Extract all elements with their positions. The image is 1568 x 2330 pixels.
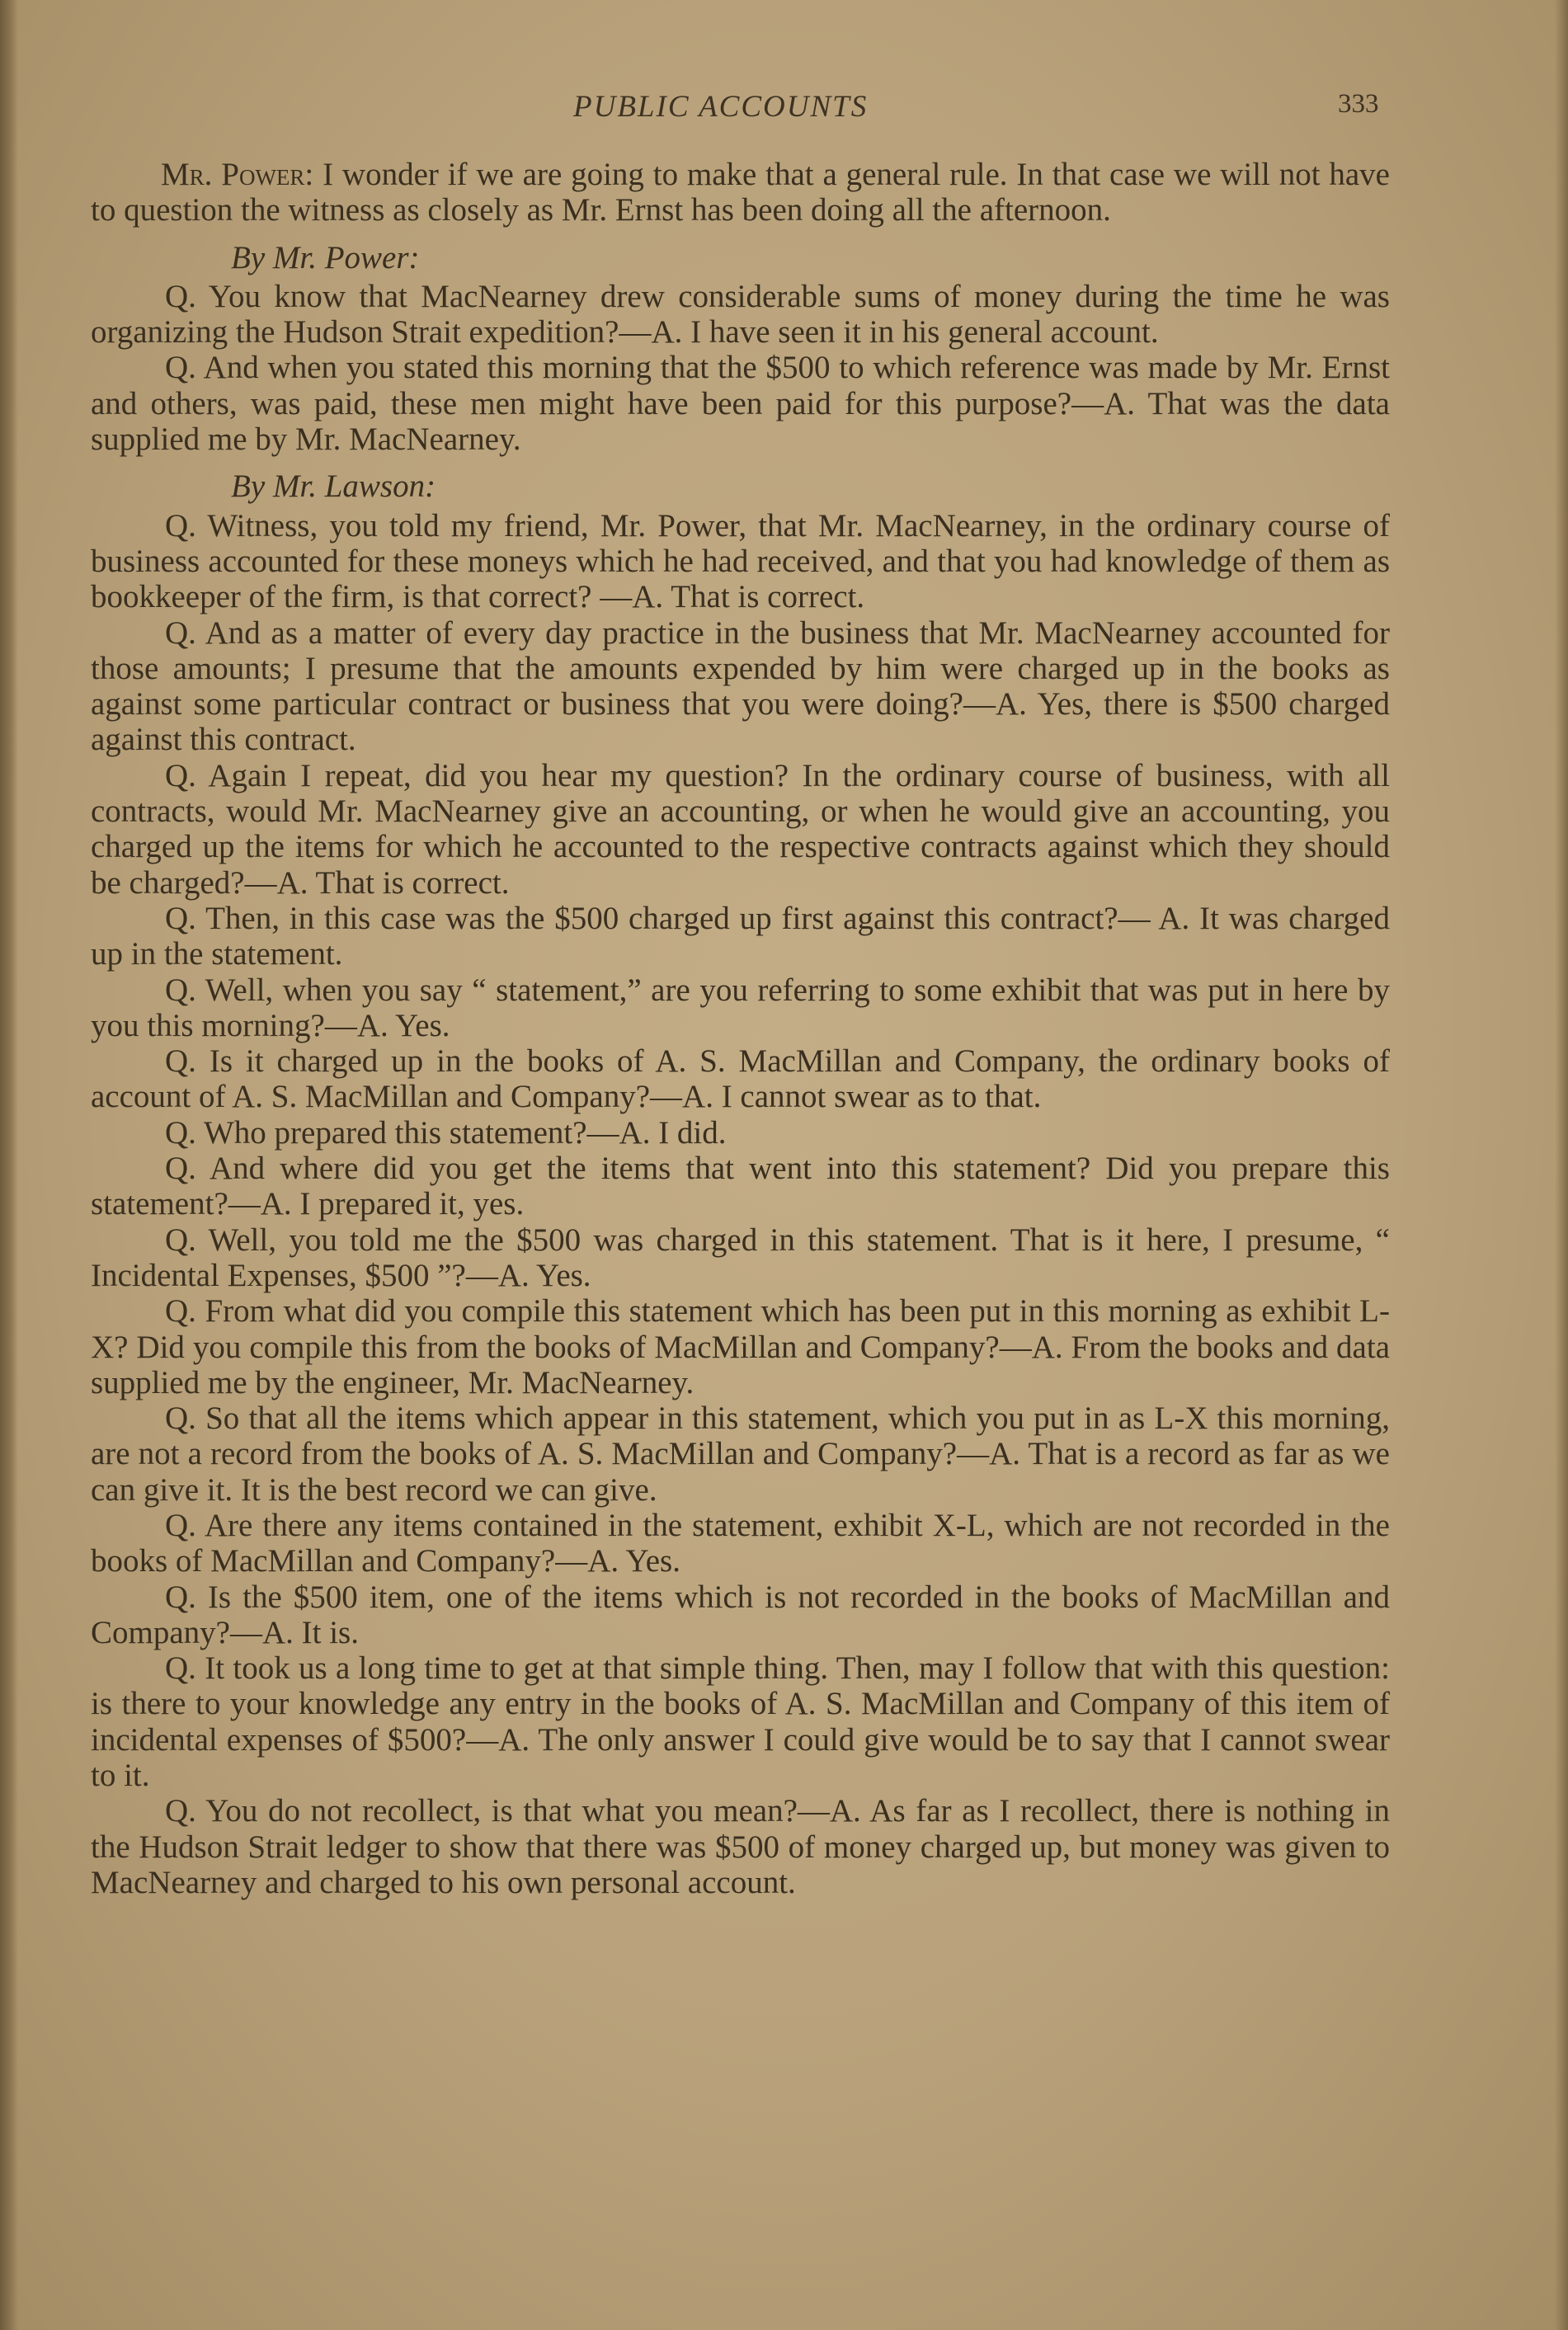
byline-lawson: By Mr. Lawson:	[231, 468, 436, 505]
qa-paragraph: Q. And when you stated this morning that the $500 to which reference was made by Mr. Ernst and others, was paid, these men might have been paid for this purpose?—A. That was the data supplied me by Mr. MacNearney.	[91, 350, 1390, 458]
page-number: 333	[1338, 89, 1379, 119]
speaker-name: Mr. Power:	[161, 157, 314, 192]
qa-paragraph: Q. And where did you get the items that went into this statement? Did you prepare this statement?—A. I prepared it, yes.	[91, 1151, 1390, 1222]
binding-edge	[0, 0, 18, 2330]
intro-text: I wonder if we are going to make that a general rule. In that case we will not have to question the witness as closely as Mr. Ernst has been doing all the afternoon.	[91, 157, 1390, 228]
qa-paragraph: Q. Are there any items contained in the statement, exhibit X-L, which are not recorded in the books of MacMillan and Company?—A. Yes.	[91, 1507, 1390, 1579]
qa-paragraph: Q. You do not recollect, is that what you mean?—A. As far as I recollect, there is nothing in the Hudson Strait ledger to show that there was $500 of money charged up, but money was given to MacNearney and charged to his own personal account.	[91, 1793, 1390, 1900]
qa-paragraph: Q. Is the $500 item, one of the items which is not recorded in the books of MacMillan and Company?—A. It is.	[91, 1579, 1390, 1650]
intro-paragraph	[91, 157, 1390, 228]
qa-paragraph: Q. Witness, you told my friend, Mr. Power, that Mr. MacNearney, in the ordinary course of business accounted for these moneys which he had received, and that you had knowledge of them as bookkeeper of the firm, is that correct? —A. That is correct.	[91, 507, 1390, 615]
qa-paragraph: Q. Then, in this case was the $500 charged up first against this contract?— A. It was charged up in the statement.	[91, 900, 1390, 972]
byline-power: By Mr. Power:	[231, 239, 420, 275]
page-body	[91, 157, 1390, 1900]
qa-paragraph: Q. You know that MacNearney drew considerable sums of money during the time he was organizing the Hudson Strait expedition?—A. I have seen it in his general account.	[91, 278, 1390, 351]
qa-paragraph: Q. Is it charged up in the books of A. S. MacMillan and Company, the ordinary books of account of A. S. MacMillan and Company?—A. I cannot swear as to that.	[91, 1043, 1390, 1115]
running-head: PUBLIC ACCOUNTS	[573, 90, 869, 124]
qa-paragraph: Q. From what did you compile this statement which has been put in this morning as exhibit L-X? Did you compile this from the books of MacMillan and Company?—A. From the books and data supplied me by the engineer, Mr. MacNearney.	[91, 1293, 1390, 1400]
qa-paragraph: Q. Again I repeat, did you hear my question? In the ordinary course of business, with all contracts, would Mr. MacNearney give an accounting, or when he would give an accounting, you charged up the items for which he accounted to the respective contracts against which they should be charged?—A. That is correct.	[91, 757, 1390, 901]
qa-paragraph: Q. Who prepared this statement?—A. I did.	[165, 1114, 727, 1151]
page-edge	[1555, 0, 1568, 2330]
qa-paragraph: Q. So that all the items which appear in this statement, which you put in as L-X this morning, are not a record from the books of A. S. MacMillan and Company?—A. That is a record as far as we can give it. It is the best record we can give.	[91, 1400, 1390, 1508]
page-header	[0, 89, 1568, 130]
qa-paragraph: Q. Well, when you say “ statement,” are you referring to some exhibit that was put in here by you this morning?—A. Yes.	[91, 972, 1390, 1043]
qa-paragraph: Q. Well, you told me the $500 was charged in this statement. That is it here, I presume, “ Incidental Expenses, $500 ”?—A. Yes.	[91, 1221, 1390, 1293]
qa-paragraph: Q. And as a matter of every day practice in the business that Mr. MacNearney accounted for those amounts; I presume that the amounts expended by him were charged up in the books as against some particular contract or business that you were doing?—A. Yes, there is $500 charged against this contract.	[91, 614, 1390, 758]
qa-paragraph: Q. It took us a long time to get at that simple thing. Then, may I follow that with this question: is there to your knowledge any entry in the books of A. S. MacMillan and Company of this item of incidental expenses of $500?—A. The only answer I could give would be to say that I cannot swear to it.	[91, 1650, 1390, 1794]
